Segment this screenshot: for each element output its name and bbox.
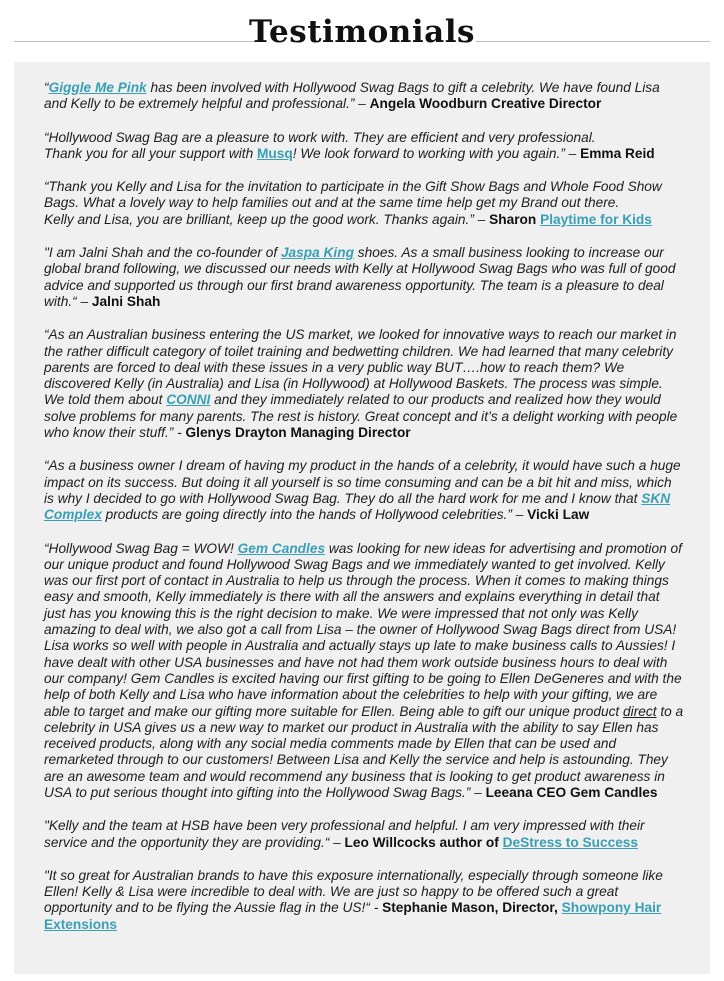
testimonial bbox=[44, 818, 684, 851]
page-title: Testimonials bbox=[249, 14, 475, 50]
author-name: Sharon bbox=[489, 211, 541, 227]
quote-text: "Kelly and the team at HSB have been very professional and helpful. I am very impressed with their service and the opportunity they are providing.“ – bbox=[44, 818, 645, 850]
quote-text: "It so great for Australian brands to have this exposure internationally, especially through someone like Ellen! Kelly & Lisa were incredible to deal with. We are just so happy to be offered such a great opportunity and to be flying the Aussie flag in the US!“ - bbox=[44, 867, 663, 916]
quote-text: “As an Australian business entering the US market, we looked for innovative ways to reach our market in the rather difficult category of toilet training and bedwetting children. We had learned that many celebrity parents are forced to deal with these issues in a very public way BUT….how to reach them? We discovered Kelly (in Australia) and Lisa (in Hollywood) at Hollywood Baskets. The process was simple. We told them about bbox=[44, 327, 677, 408]
author-name: Emma Reid bbox=[580, 145, 655, 161]
brand-link[interactable]: Playtime for Kids bbox=[540, 211, 652, 227]
brand-link[interactable]: Jaspa King bbox=[280, 245, 354, 261]
testimonial bbox=[44, 179, 684, 228]
quote-text: “Hollywood Swag Bag = WOW! bbox=[44, 540, 238, 556]
author-name: Angela Woodburn Creative Director bbox=[369, 96, 602, 112]
brand-link[interactable]: SKN Complex bbox=[44, 490, 671, 523]
brand-link[interactable]: Showpony Hair Extensions bbox=[44, 900, 662, 932]
author-name: Stephanie Mason, Director, bbox=[382, 900, 562, 916]
quote-text: products are going directly into the hands of Hollywood celebrities.” – bbox=[101, 507, 528, 523]
quote-text: Thank you for all your support with bbox=[44, 145, 258, 161]
emphasis-text: direct bbox=[623, 703, 657, 719]
quote-text: shoes. As a small business looking to increase our global brand following, we discussed our needs with Kelly at Hollywood Swag Bags who was full of good advice and supported us through our first brand awareness opportunity. The team is a pleasure to deal with.“ – bbox=[44, 245, 676, 309]
header-divider-right bbox=[476, 41, 710, 42]
quote-text: has been involved with Hollywood Swag Bags to gift a celebrity. We have found Lisa and Kelly to be extremely helpful and professional.” – bbox=[44, 80, 660, 112]
author-name: Glenys Drayton Managing Director bbox=[185, 425, 411, 441]
author-name: Leo Willcocks author of bbox=[344, 834, 503, 850]
testimonial bbox=[44, 868, 684, 933]
testimonial bbox=[44, 80, 684, 113]
quote-text: “As a business owner I dream of having my product in the hands of a celebrity, it would have such a huge impact on its success. But doing it all yourself is so time consuming and can be a bit hit and miss, which is why I decided to go with Hollywood Swag Bag. They do all the hard work for me and I know that bbox=[44, 458, 681, 506]
quote-text: to a celebrity in USA gives us a new way to market our product in Australia with the ability to say Ellen has received products, along with any social media comments made by Ellen that can be used and remarketed through to our customers! Between Lisa and Kelly the service and help is astounding. They are an awesome team and would recommend any business that is looking to get product awareness in USA to put serious thought into gifting into the Hollywood Swag Bags.” – bbox=[44, 703, 684, 800]
testimonial bbox=[44, 458, 684, 523]
quote-text: “Hollywood Swag Bag are a pleasure to work with. They are efficient and very professional. bbox=[44, 129, 596, 145]
author-name: Jalni Shah bbox=[91, 293, 161, 309]
testimonials-list bbox=[44, 80, 684, 950]
quote-text: and they immediately related to our products and realized how they would solve problems for many parents. The rest is history. Great concept and it’s a delight working with people who know their stuff.” - bbox=[44, 392, 678, 441]
quote-text: ! We look forward to working with you again.” – bbox=[292, 145, 581, 161]
brand-link[interactable]: Musq bbox=[257, 145, 293, 161]
author-name: Vicki Law bbox=[527, 507, 590, 523]
page-header bbox=[0, 0, 724, 62]
quote-text: "I am Jalni Shah and the co-founder of bbox=[44, 245, 281, 261]
testimonial bbox=[44, 327, 684, 441]
author-name: Leeana CEO Gem Candles bbox=[485, 784, 658, 800]
brand-link[interactable]: CONNI bbox=[166, 392, 211, 408]
testimonial bbox=[44, 130, 684, 163]
testimonial bbox=[44, 541, 684, 802]
brand-link[interactable]: DeStress to Success bbox=[502, 834, 639, 850]
quote-text: “ bbox=[44, 80, 49, 95]
quote-text: “Thank you Kelly and Lisa for the invitation to participate in the Gift Show Bags and Whole Food Show Bags. What a lovely way to help families out and at the same time help get my Brand out there. bbox=[44, 179, 662, 211]
quote-text: was looking for new ideas for advertising and promotion of our unique product and found Hollywood Swag Bags and we immediately wanted to get involved. Kelly was our first port of contact in Australia to help us through the process. When it comes to making things easy and smooth, Kelly immediately is there with all the answers and explains everything in detail that just has you knowing this is the right decision to make. We were impressed that not only was Kelly amazing to deal with, we also got a call from Lisa – the owner of Hollywood Swag Bags direct from USA! Lisa works so well with people in Australia and actually stays up late to make business calls to Aussies! I have dealt with other USA businesses and have not had them work outside business hours to deal with our company! Gem Candles is excited having our first gifting to be going to Ellen DeGeneres and with the help of both Kelly and Lisa who have information about the celebrities to help with your gifting, we are able to target and make our gifting more suitable for Ellen. Being able to gift our unique product bbox=[44, 540, 682, 719]
brand-link[interactable]: Gem Candles bbox=[237, 540, 326, 556]
quote-text: Kelly and Lisa, you are brilliant, keep up the good work. Thanks again.” – bbox=[44, 211, 490, 227]
testimonial bbox=[44, 245, 684, 310]
brand-link[interactable]: Giggle Me Pink bbox=[48, 80, 147, 95]
